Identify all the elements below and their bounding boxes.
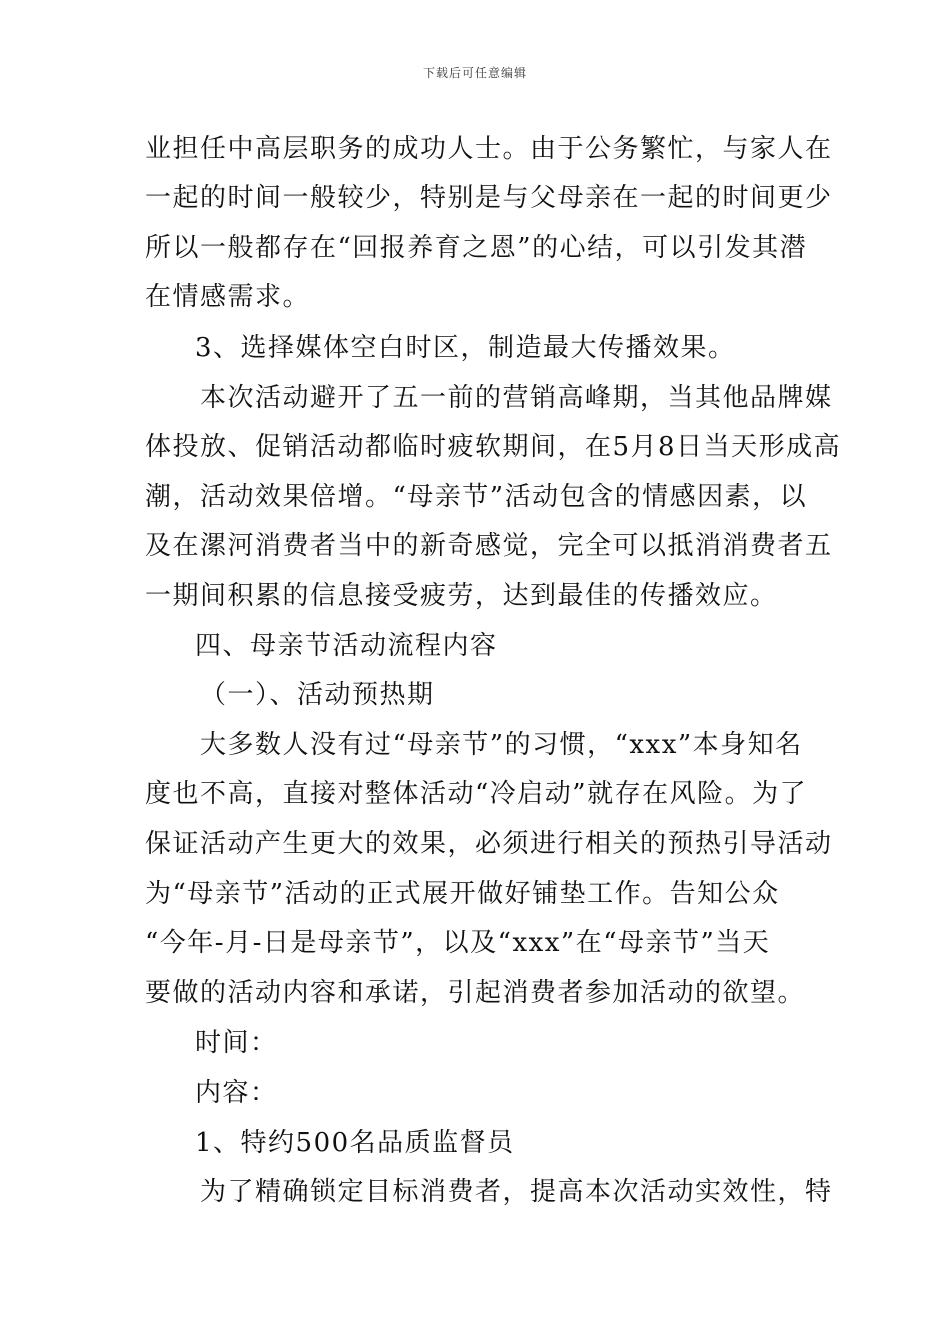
body-line: 业担任中高层职务的成功人士。由于公务繁忙，与家人在 (145, 134, 833, 164)
body-line: 为了精确锁定目标消费者，提高本次活动实效性，特 (200, 1177, 833, 1207)
body-line: 一期间积累的信息接受疲劳，达到最佳的传播效应。 (145, 581, 778, 611)
field-label-time: 时间： (195, 1028, 278, 1058)
page-header: 下载后可任意编辑 (422, 66, 527, 80)
body-line: “今年-月-日是母亲节”，以及“xxx”在“母亲节”当天 (145, 928, 771, 958)
body-line: 潮，活动效果倍增。“母亲节”活动包含的情感因素，以 (145, 482, 808, 512)
body-line: 度也不高，直接对整体活动“冷启动”就存在风险。为了 (145, 779, 808, 809)
body-line: 及在漯河消费者当中的新奇感觉，完全可以抵消消费者五 (145, 531, 833, 561)
list-item-heading: 1、特约500名品质监督员 (195, 1128, 515, 1158)
subsection-heading: （一）、活动预热期 (200, 680, 435, 710)
section-heading: 四、母亲节活动流程内容 (195, 631, 498, 661)
body-line: 要做的活动内容和承诺，引起消费者参加活动的欲望。 (145, 978, 806, 1008)
body-line: 保证活动产生更大的效果，必须进行相关的预热引导活动 (145, 829, 833, 859)
field-label-content: 内容： (195, 1078, 278, 1108)
body-line: 为“母亲节”活动的正式展开做好铺垫工作。告知公众 (145, 879, 780, 909)
body-line: 在情感需求。 (145, 282, 311, 312)
body-line: 所以一般都存在“回报养育之恩”的心结，可以引发其潜 (145, 233, 808, 263)
body-line: 一起的时间一般较少，特别是与父母亲在一起的时间更少 (145, 183, 833, 213)
body-line: 本次活动避开了五一前的营销高峰期，当其他品牌媒 (200, 383, 833, 413)
body-line: 大多数人没有过“母亲节”的习惯，“xxx”本身知名 (200, 730, 803, 760)
section-heading: 3、选择媒体空白时区，制造最大传播效果。 (195, 333, 736, 363)
body-line: 体投放、促销活动都临时疲软期间，在5月8日当天形成高 (145, 432, 842, 462)
